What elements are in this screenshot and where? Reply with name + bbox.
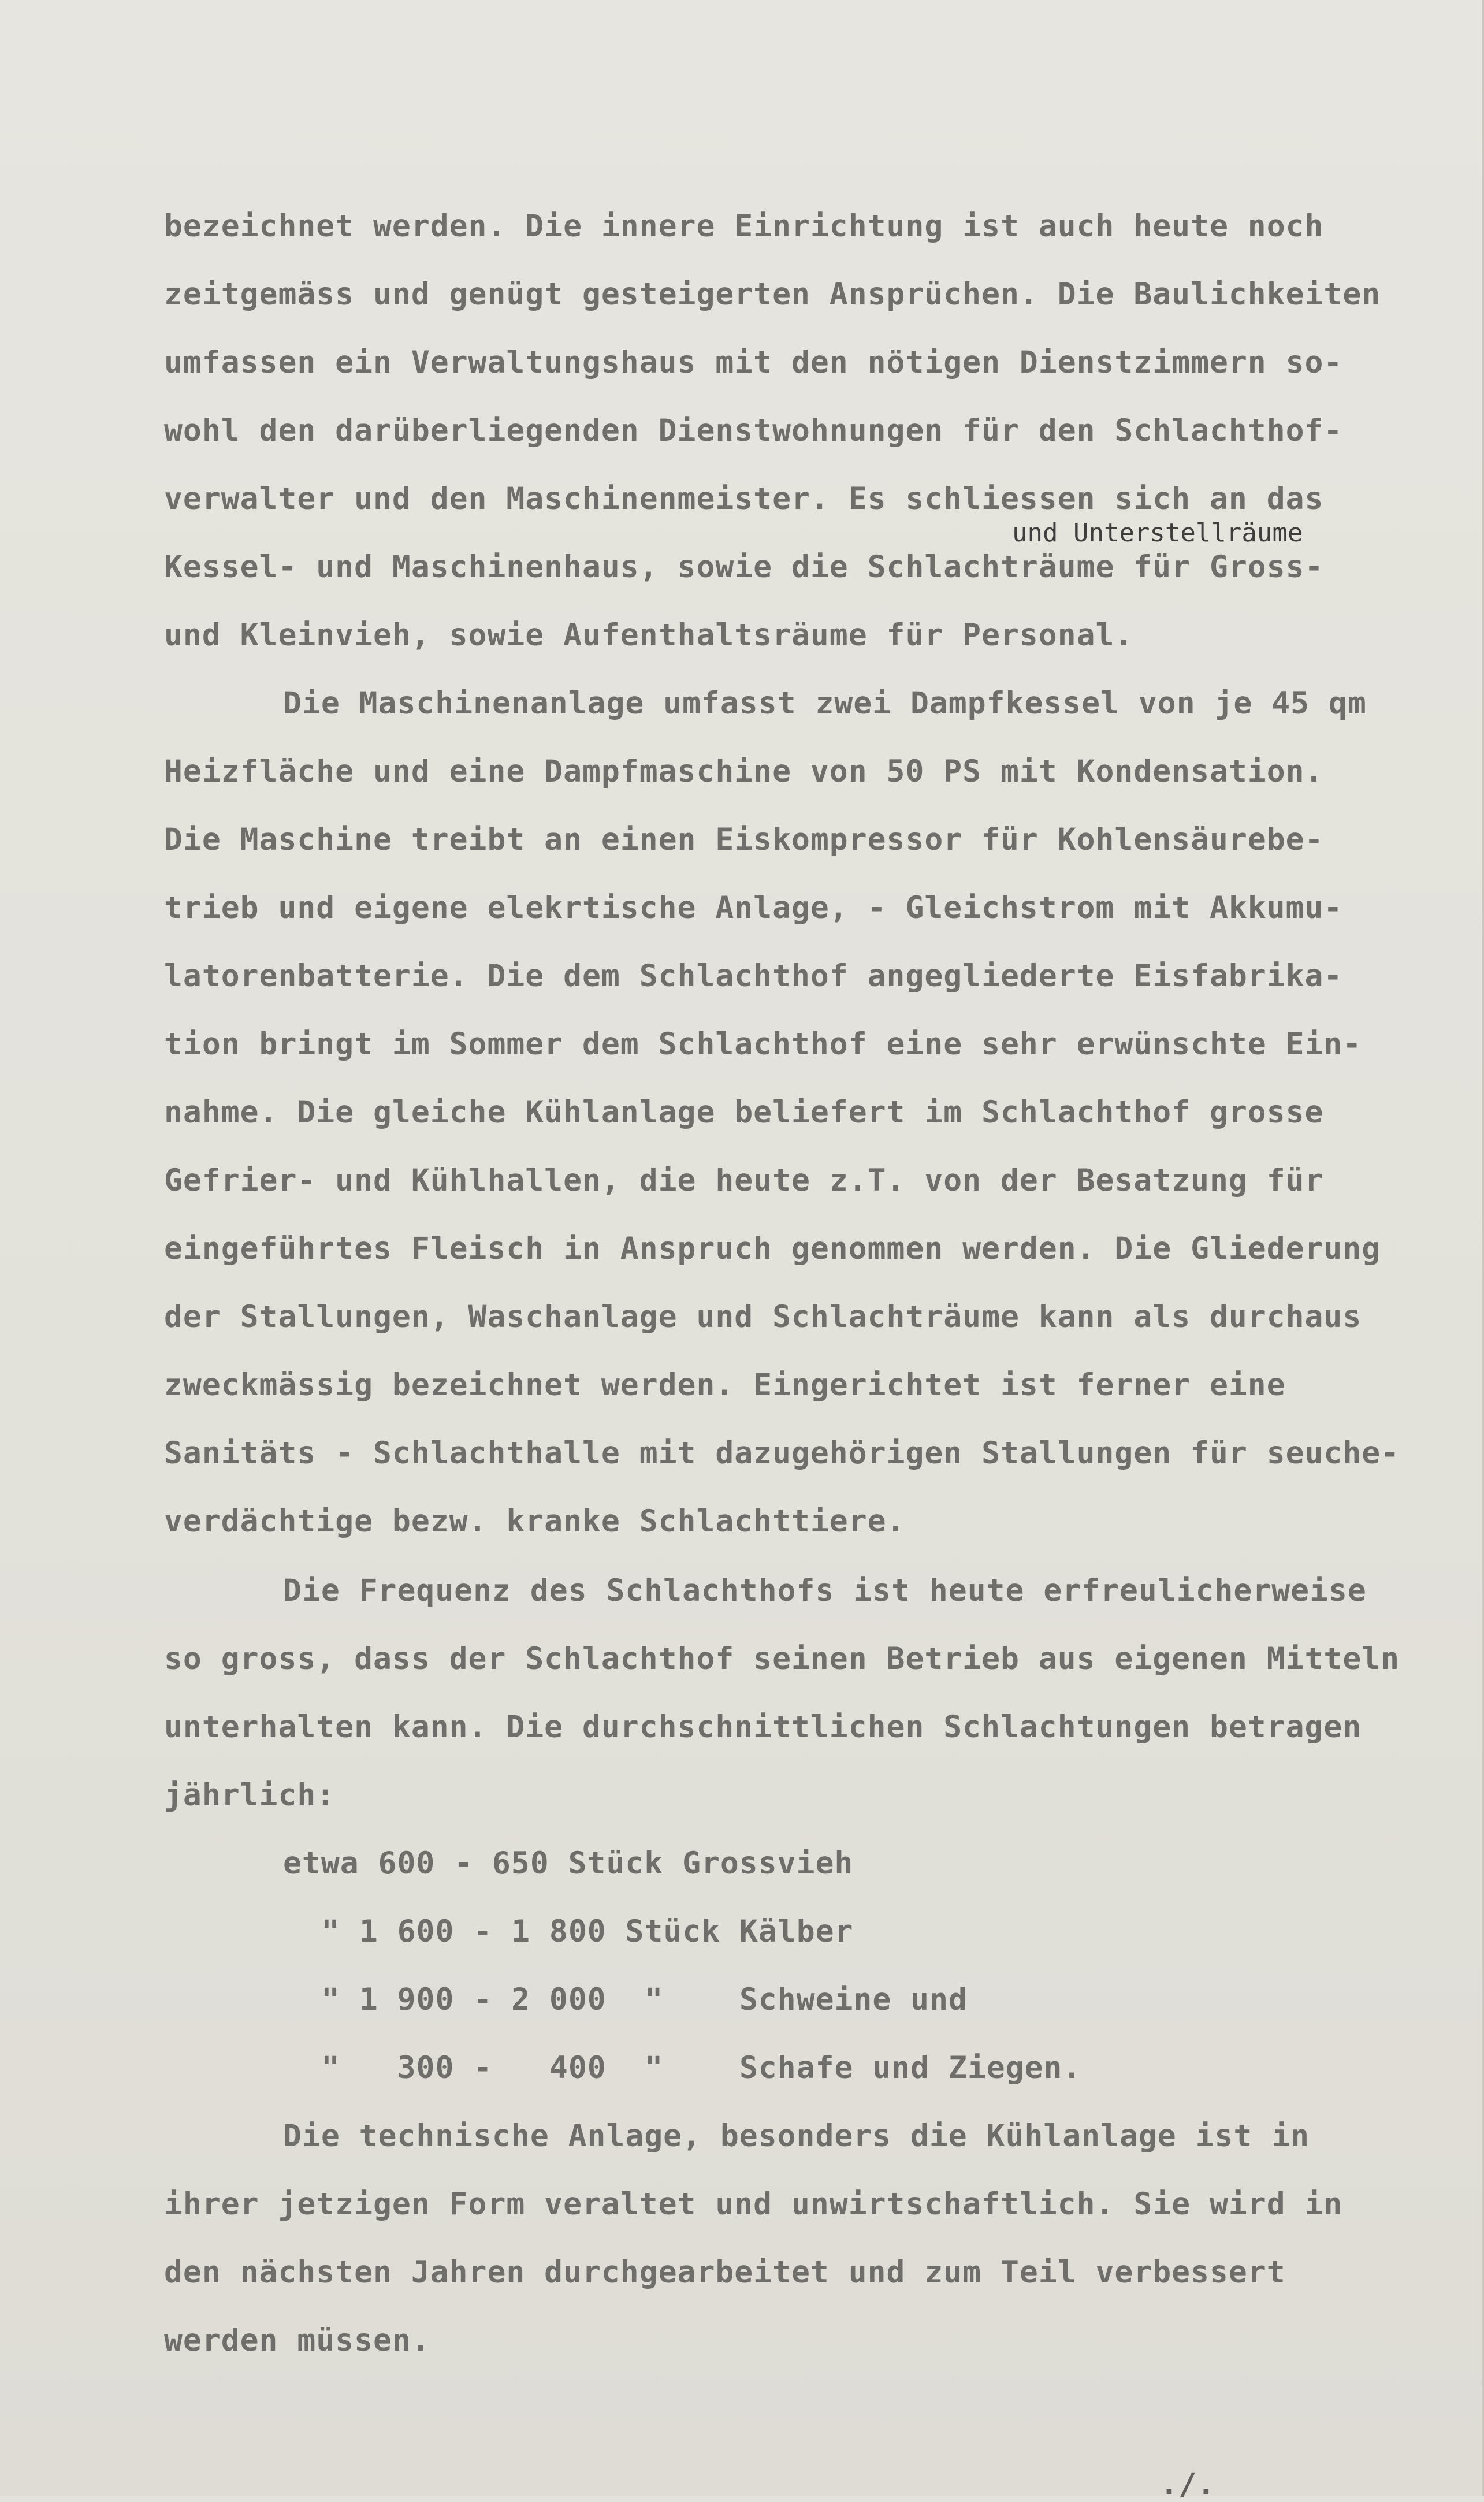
list-item: etwa 600 - 650 Stück Grossvieh: [283, 1846, 854, 1881]
text-line: verwalter und den Maschinenmeister. Es schliessen sich an das: [164, 481, 1324, 516]
text-line: Die Maschine treibt an einen Eiskompressor für Kohlensäurebe-: [164, 822, 1324, 857]
text-line: so gross, dass der Schlachthof seinen Betrieb aus eigenen Mitteln: [164, 1641, 1400, 1676]
paragraph-start: Die Frequenz des Schlachthofs ist heute erfreulicherweise: [283, 1573, 1367, 1608]
handwritten-insertion: und Unterstellräume: [1012, 518, 1303, 548]
text-line: wohl den darüberliegenden Dienstwohnungen für den Schlachthof-: [164, 413, 1343, 448]
text-line: Heizfläche und eine Dampfmaschine von 50 PS mit Kondensation.: [164, 754, 1324, 789]
list-item: " 300 - 400 " Schafe und Ziegen.: [321, 2050, 1082, 2085]
text-line: eingeführtes Fleisch in Anspruch genommen werden. Die Gliederung: [164, 1231, 1381, 1266]
text-line: Sanitäts - Schlachthalle mit dazugehörigen Stallungen für seuche-: [164, 1436, 1400, 1471]
paragraph-start: Die Maschinenanlage umfasst zwei Dampfkessel von je 45 qm: [283, 686, 1367, 721]
paragraph-start: Die technische Anlage, besonders die Kühlanlage ist in: [283, 2118, 1310, 2154]
text-line: trieb und eigene elekrtische Anlage, - Gleichstrom mit Akkumu-: [164, 890, 1343, 925]
continuation-marker: ./.: [1160, 2467, 1215, 2502]
text-line: ihrer jetzigen Form veraltet und unwirtschaftlich. Sie wird in: [164, 2187, 1343, 2222]
text-line: unterhalten kann. Die durchschnittlichen Schlachtungen betragen: [164, 1709, 1362, 1745]
text-line: und Kleinvieh, sowie Aufenthaltsräume für Personal.: [164, 618, 1134, 653]
text-line: werden müssen.: [164, 2323, 430, 2358]
text-line: umfassen ein Verwaltungshaus mit den nötigen Dienstzimmern so-: [164, 345, 1343, 380]
text-line: verdächtige bezw. kranke Schlachttiere.: [164, 1504, 906, 1539]
text-line: der Stallungen, Waschanlage und Schlachträume kann als durchaus: [164, 1299, 1362, 1334]
text-line: nahme. Die gleiche Kühlanlage beliefert im Schlachthof grosse: [164, 1095, 1324, 1130]
list-item: " 1 900 - 2 000 " Schweine und: [321, 1982, 968, 2017]
text-line: zweckmässig bezeichnet werden. Eingerichtet ist ferner eine: [164, 1367, 1286, 1403]
text-line: zeitgemäss und genügt gesteigerten Ansprüchen. Die Baulichkeiten: [164, 277, 1381, 312]
text-line: latorenbatterie. Die dem Schlachthof angegliederte Eisfabrika-: [164, 958, 1343, 994]
text-line: bezeichnet werden. Die innere Einrichtung ist auch heute noch: [164, 209, 1324, 244]
text-line: Kessel- und Maschinenhaus, sowie die Schlachträume für Gross-: [164, 549, 1324, 585]
text-line: den nächsten Jahren durchgearbeitet und zum Teil verbessert: [164, 2255, 1286, 2290]
text-line: Gefrier- und Kühlhallen, die heute z.T. von der Besatzung für: [164, 1163, 1324, 1198]
text-line: jährlich:: [164, 1778, 336, 1813]
text-line: tion bringt im Sommer dem Schlachthof eine sehr erwünschte Ein-: [164, 1027, 1362, 1062]
list-item: " 1 600 - 1 800 Stück Kälber: [321, 1914, 854, 1949]
